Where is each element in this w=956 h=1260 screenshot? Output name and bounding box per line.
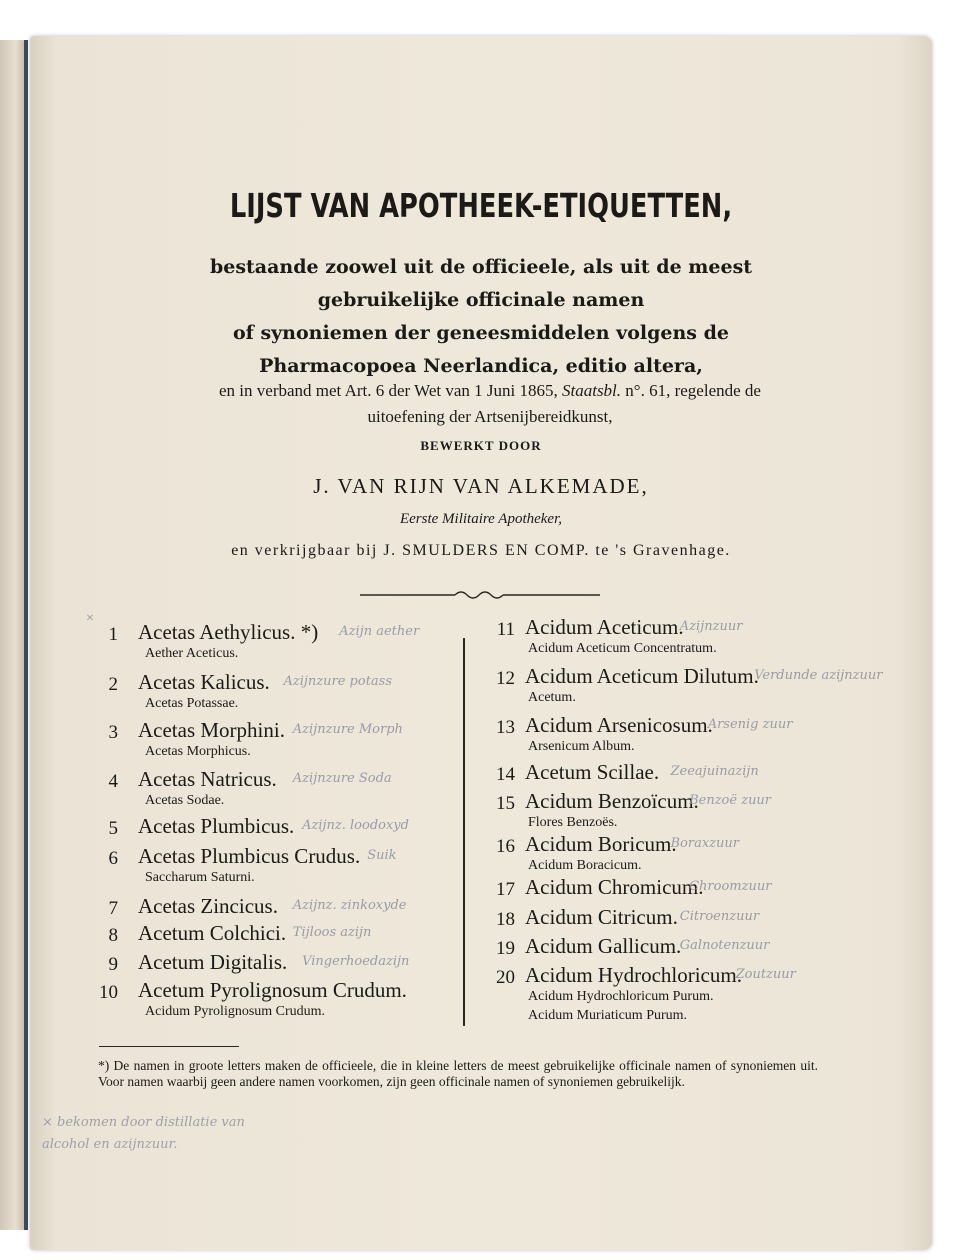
handwritten-note-line: alcohol en azijnzuur. [42, 1137, 178, 1152]
page-title: LIJST VAN APOTHEEK-ETIQUETTEN, [229, 186, 733, 225]
entry-name: Acidum Boricum. [525, 832, 677, 856]
edited-by-label: BEWERKT DOOR [420, 438, 542, 453]
entry-number: 10 [99, 982, 118, 1003]
entry-synonym: Acetas Sodae. [145, 793, 225, 808]
entry-name: Acidum Benzoïcum. [525, 789, 699, 813]
entry-synonym: Acidum Pyrolignosum Crudum. [145, 1004, 326, 1019]
subtitle-block [30, 251, 932, 383]
entry-handwritten-annotation: Azijnzure potass [283, 674, 393, 689]
entry-handwritten-annotation: Zoutzuur [735, 967, 796, 982]
entry-name: Acidum Citricum. [525, 905, 678, 929]
entry-name: Acetum Digitalis. [138, 950, 288, 974]
legal-line-italic: Staatsbl. [562, 381, 622, 400]
ornament-divider-icon [360, 588, 600, 602]
entry-number: 13 [496, 717, 515, 738]
subtitle-line: of synoniemen der geneesmiddelen volgens de [232, 322, 729, 344]
legal-line-text: n°. 61, regelende de [625, 381, 761, 400]
legal-line-text: en in verband met Art. 6 der Wet van 1 Juni 1865, [219, 381, 558, 400]
entry-number: 9 [108, 954, 118, 975]
entry-number: 8 [108, 925, 118, 946]
entry-handwritten-annotation: Verdunde azijnzuur [754, 668, 883, 683]
entry-number: 11 [496, 619, 515, 640]
entry-number: 18 [496, 909, 515, 930]
entry-number: 7 [108, 898, 118, 919]
entry-number: 20 [496, 967, 515, 988]
legal-line: uitoefening der Artsenijbereidkunst, [367, 407, 613, 426]
subtitle-line: Pharmacopoea Neerlandica, editio altera, [259, 355, 703, 377]
entry-synonym: Acetas Morphicus. [145, 744, 251, 759]
entry-handwritten-annotation: Arsenig zuur [707, 717, 793, 732]
entry-name: Acidum Chromicum. [525, 875, 704, 899]
entry-name: Acidum Hydrochloricum. [525, 963, 742, 987]
entry-handwritten-annotation: Galnotenzuur [679, 938, 770, 953]
entry-name: Acetum Pyrolignosum Crudum. [138, 978, 407, 1002]
author-role: Eerste Militaire Apotheker, [399, 511, 563, 527]
entry-handwritten-annotation: Azijn aether [339, 624, 420, 639]
entry-name: Acetas Zincicus. [138, 894, 278, 918]
entry-synonym: Acidum Boracicum. [528, 858, 642, 873]
entry-handwritten-annotation: Azijnz. loodoxyd [302, 818, 409, 833]
entry-synonym: Saccharum Saturni. [145, 870, 255, 885]
entry-synonym: Acetas Potassae. [145, 696, 239, 711]
entry-number: 17 [496, 879, 515, 900]
entry-handwritten-annotation: Citroenzuur [679, 909, 760, 924]
entry-handwritten-annotation: Azijnzure Soda [292, 771, 392, 786]
entry-name: Acetum Colchici. [138, 921, 287, 945]
entry-name: Acetas Morphini. [138, 718, 285, 742]
entry-handwritten-annotation: Suik [367, 848, 397, 863]
footnote-rule [99, 1046, 239, 1047]
footnote: *) De namen in groote letters maken de officieele, die in kleine letters de meest gebruikelijke officinale namen of synoniemen uit. Voor namen waarbij geen andere namen voorkomen, zijn geen officinale namen of synoniemen gebruikelijk. [98, 1058, 818, 1089]
legal-line [108, 378, 872, 404]
entry-synonym: Acidum Aceticum Concentratum. [528, 641, 717, 656]
subtitle-line: gebruikelijke officinale namen [317, 289, 645, 311]
entry-handwritten-annotation: Boraxzuur [670, 836, 739, 851]
entry-handwritten-annotation: Azijnz. zinkoxyde [292, 898, 407, 913]
legal-reference [108, 378, 872, 430]
entry-synonym: Acidum Muriaticum Purum. [528, 1008, 688, 1023]
author-name: J. VAN RIJN VAN ALKEMADE, [313, 474, 649, 498]
entry-number: 2 [108, 674, 118, 695]
entry-number: 6 [108, 848, 118, 869]
entry-number: 1 [108, 624, 118, 645]
entry-name: Acetas Kalicus. [138, 670, 270, 694]
document-page [30, 36, 932, 1250]
previous-page-edge [0, 40, 28, 1230]
entry-number: 14 [496, 764, 515, 785]
subtitle-line: bestaande zoowel uit de officieele, als uit de meest [209, 256, 753, 278]
entry-number: 4 [108, 771, 118, 792]
entry-handwritten-annotation: Vingerhoedazijn [302, 954, 410, 969]
entry-name: Acidum Arsenicosum. [525, 713, 713, 737]
entry-synonym: Acetum. [528, 690, 576, 705]
publisher-line: en verkrijgbaar bij J. SMULDERS EN COMP. te 's Gravenhage. [231, 542, 731, 559]
entry-handwritten-annotation: Benzoë zuur [689, 793, 772, 808]
handwritten-note-line: × bekomen door distillatie van [42, 1115, 245, 1130]
entry-synonym: Arsenicum Album. [528, 739, 635, 754]
entry-name: Acetas Plumbicus Crudus. [138, 844, 361, 868]
entry-number: 3 [108, 722, 118, 743]
entry-name: Acidum Aceticum. [525, 615, 684, 639]
entry-synonym: Acidum Hydrochloricum Purum. [528, 989, 714, 1004]
binding-spine [24, 40, 28, 1230]
entry-name: Acetas Aethylicus. *) [138, 620, 319, 644]
entry-synonym: Aether Aceticus. [145, 646, 239, 661]
entry-number: 19 [496, 938, 515, 959]
entry-name: Acetas Plumbicus. [138, 814, 295, 838]
entry-name: Acetum Scillae. [525, 760, 660, 784]
entry-handwritten-annotation: Chroomzuur [689, 879, 772, 894]
entry-number: 15 [496, 793, 515, 814]
entry-name: Acetas Natricus. [138, 767, 277, 791]
entry-handwritten-annotation: Zeeajuinazijn [670, 764, 759, 779]
entry-number: 12 [496, 668, 515, 689]
entry-handwritten-annotation: Azijnzuur [679, 619, 743, 634]
entry-name: Acidum Aceticum Dilutum. [525, 664, 759, 688]
entry-number: 16 [496, 836, 515, 857]
entry-name: Acidum Gallicum. [525, 934, 682, 958]
handwritten-x-mark: × [86, 611, 94, 626]
entry-handwritten-annotation: Azijnzure Morph [292, 722, 403, 737]
entry-synonym: Flores Benzoës. [528, 815, 618, 830]
handwritten-note [42, 1112, 245, 1156]
entry-handwritten-annotation: Tijloos azijn [292, 925, 372, 940]
column-divider [463, 638, 465, 1026]
entry-number: 5 [108, 818, 118, 839]
